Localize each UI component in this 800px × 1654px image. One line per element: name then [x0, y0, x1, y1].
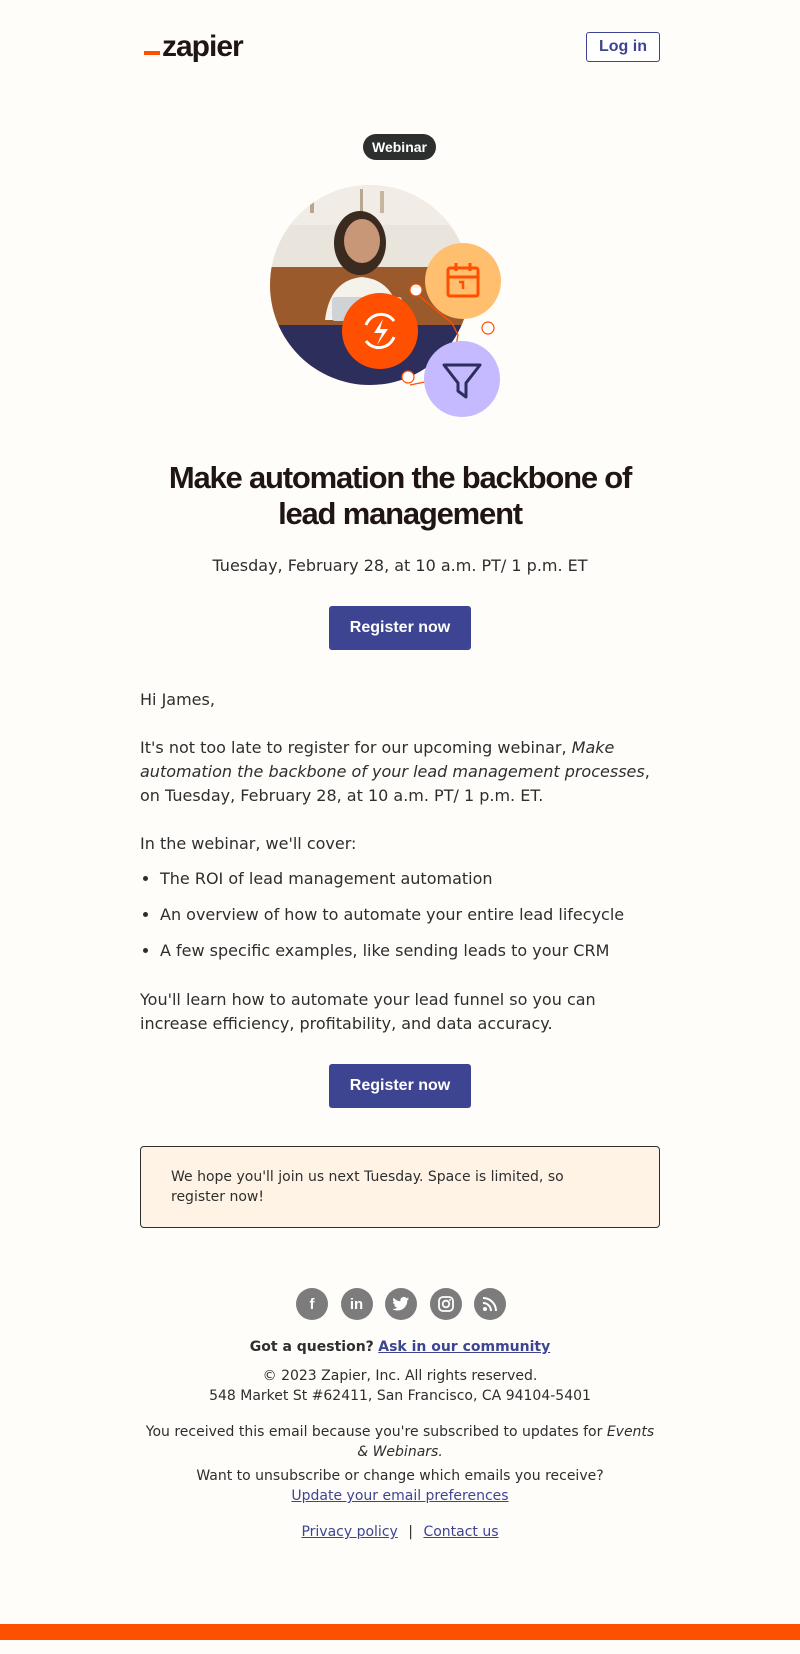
address: 548 Market St #62411, San Francisco, CA 94104-5401 — [209, 1388, 591, 1404]
refresh-bolt-icon — [342, 293, 418, 369]
instagram-icon[interactable] — [430, 1288, 462, 1320]
question-line — [140, 1337, 660, 1357]
link-separator: | — [408, 1524, 413, 1540]
rss-glyph — [482, 1296, 498, 1312]
list-item: • An overview of how to automate your entire lead lifecycle — [160, 903, 660, 927]
question-text: Got a question? — [249, 1339, 374, 1355]
logo-text: zapier — [162, 30, 243, 63]
logo-dash — [144, 51, 160, 55]
greeting-text: Hi James, — [140, 690, 215, 709]
page-title: Make automation the backbone of lead management — [168, 460, 632, 531]
rss-icon[interactable] — [474, 1288, 506, 1320]
twitter-icon[interactable] — [385, 1288, 417, 1320]
intro-paragraph — [140, 736, 660, 808]
webinar-badge: Webinar — [363, 134, 436, 160]
zapier-logo[interactable] — [144, 30, 243, 64]
register-button-bottom[interactable]: Register now — [329, 1064, 471, 1108]
intro-suffix: , on Tuesday, February 28, at 10 a.m. PT/ 1 p.m. ET. — [140, 762, 650, 805]
callout-box — [140, 1146, 660, 1228]
greeting — [140, 688, 660, 712]
unsubscribe-question: Want to unsubscribe or change which emails you receive? — [196, 1468, 604, 1484]
cover-list — [140, 867, 660, 975]
email-header — [140, 28, 660, 68]
legal-links — [140, 1522, 660, 1542]
copyright: © 2023 Zapier, Inc. All rights reserved. — [262, 1368, 538, 1384]
community-link[interactable]: Ask in our community — [378, 1339, 551, 1355]
linkedin-icon[interactable]: in — [341, 1288, 373, 1320]
subscribed-prefix: You received this email because you're subscribed to updates for — [145, 1424, 607, 1440]
calendar-icon — [425, 243, 501, 319]
preferences-link[interactable]: Update your email preferences — [291, 1488, 509, 1504]
list-item: • The ROI of lead management automation — [160, 867, 660, 891]
closing-text: You'll learn how to automate your lead funnel so you can increase efficiency, profitability, and data accuracy. — [140, 990, 596, 1033]
subscribed-topic: Events & Webinars. — [357, 1424, 655, 1460]
footer-brand-bar — [0, 1624, 800, 1640]
register-button-top[interactable]: Register now — [329, 606, 471, 650]
hero-graphic — [270, 185, 530, 435]
list-item: • A few specific examples, like sending leads to your CRM — [160, 939, 660, 963]
social-links — [296, 1288, 506, 1320]
cover-heading — [140, 832, 660, 856]
privacy-link[interactable]: Privacy policy — [301, 1524, 398, 1540]
intro-prefix: It's not too late to register for our upcoming webinar, — [140, 738, 572, 757]
filter-icon — [424, 341, 500, 417]
contact-link[interactable]: Contact us — [423, 1524, 499, 1540]
unsubscribe-info — [140, 1466, 660, 1506]
callout-text: We hope you'll join us next Tuesday. Space is limited, so register now! — [171, 1169, 564, 1205]
facebook-icon[interactable]: f — [296, 1288, 328, 1320]
intro-webinar-title: Make automation the backbone of your lead management processes — [140, 738, 645, 781]
subscription-info — [140, 1422, 660, 1462]
hero-illustration — [270, 185, 530, 435]
login-button[interactable]: Log in — [586, 32, 660, 62]
instagram-glyph — [437, 1295, 455, 1313]
webinar-date: Tuesday, February 28, at 10 a.m. PT/ 1 p.m. ET — [212, 556, 588, 575]
closing-paragraph — [140, 988, 660, 1036]
cover-heading-text: In the webinar, we'll cover: — [140, 834, 357, 853]
company-info — [140, 1366, 660, 1406]
twitter-bird — [392, 1296, 410, 1312]
